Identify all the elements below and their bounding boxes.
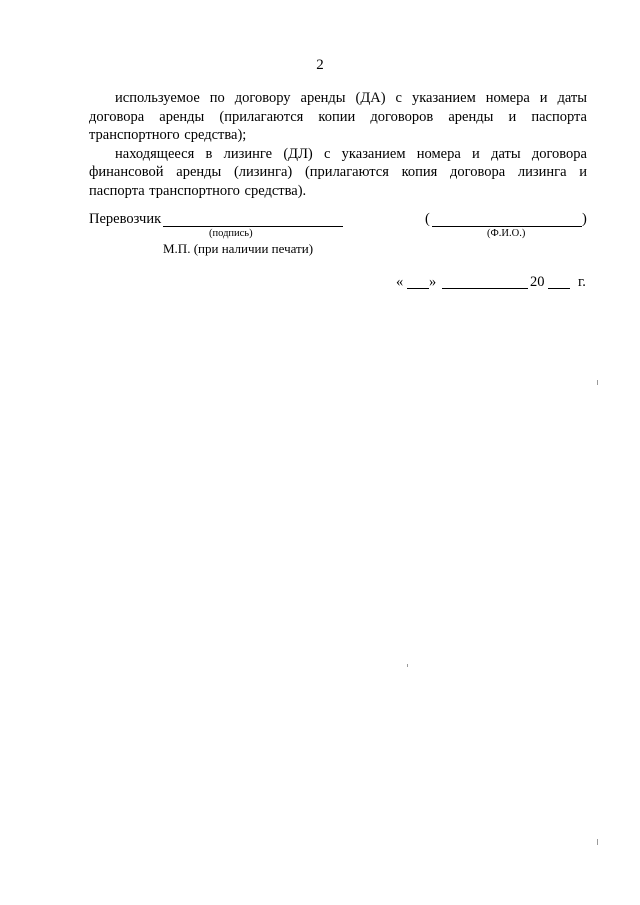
date-field	[396, 273, 596, 293]
date-month-line	[442, 288, 528, 289]
signature-caption: (подпись)	[209, 228, 253, 239]
fio-open-paren: (	[425, 211, 430, 227]
date-quote-close: »	[429, 274, 437, 290]
fio-close-paren: )	[582, 211, 587, 227]
carrier-label: Перевозчик	[89, 211, 162, 227]
paragraph-leasing: находящееся в лизинге (ДЛ) с указанием номера и даты договора финансовой аренды (лизинга) (прилагаются копия договора лизинга и паспорта транспортного средства).	[89, 145, 587, 199]
scan-speck	[597, 380, 598, 385]
date-year-line	[548, 288, 570, 289]
page-number: 2	[316, 57, 324, 73]
date-year-prefix: 20	[530, 274, 545, 290]
paragraph-rental: используемое по договору аренды (ДА) с указанием номера и даты договора аренды (прилагаются копии договоров аренды и паспорта транспортного средства);	[89, 90, 587, 143]
document-body	[89, 89, 587, 200]
fio-caption: (Ф.И.О.)	[487, 228, 526, 239]
signature-block	[89, 210, 589, 270]
stamp-note: М.П. (при наличии печати)	[163, 241, 314, 256]
date-day-line	[407, 288, 429, 289]
date-quote-open: «	[396, 274, 404, 290]
date-year-suffix: г.	[578, 274, 586, 290]
scan-speck	[597, 839, 598, 845]
signature-line	[163, 226, 343, 227]
fio-line	[432, 226, 582, 227]
scan-speck	[407, 664, 408, 667]
